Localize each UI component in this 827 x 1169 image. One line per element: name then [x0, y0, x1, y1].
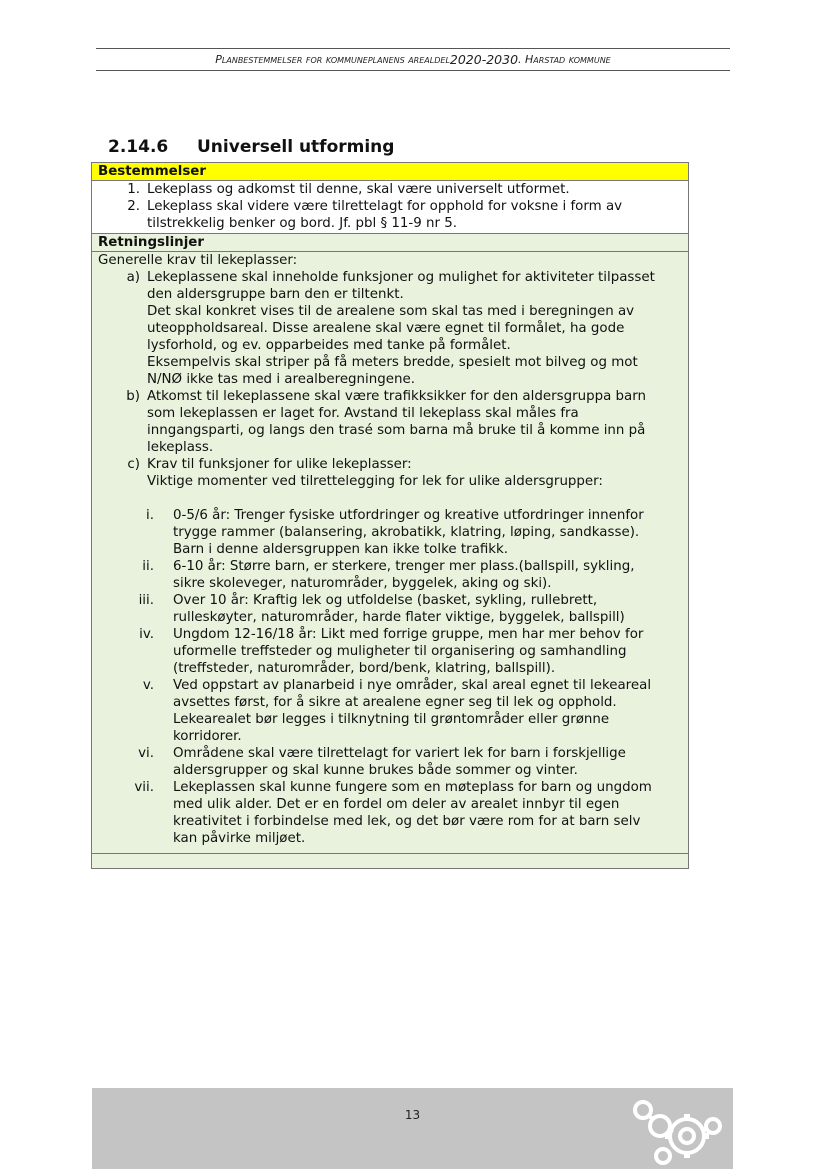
text-line: lekeplass.	[147, 440, 214, 455]
text-line: 6-10 år: Større barn, er sterkere, trenger mer plass.(ballspill, sykling,	[173, 559, 635, 574]
text-line: Atkomst til lekeplassene skal være trafikksikker for den aldersgruppa barn	[147, 389, 646, 404]
text-line: Eksempelvis skal striper på få meters bredde, spesielt mot bilveg og mot	[147, 355, 638, 370]
list-marker: a)	[126, 270, 140, 285]
list-marker: iv.	[139, 627, 154, 642]
age-group-list	[98, 507, 684, 847]
list-marker: ii.	[142, 559, 154, 574]
header-title-years: 2020-2030	[449, 52, 519, 67]
text-line: N/NØ ikke tas med i arealberegningene.	[147, 372, 415, 387]
text-line: Barn i denne aldersgruppen kan ikke tolke trafikk.	[173, 542, 509, 557]
list-marker: vi.	[138, 746, 154, 761]
text-line: med ulik alder. Det er en fordel om deler av arealet innbyr til egen	[173, 797, 620, 812]
retningslinje-item	[98, 269, 684, 388]
age-group-item	[98, 779, 684, 847]
list-text	[173, 745, 684, 779]
text-line: 0-5/6 år: Trenger fysiske utfordringer og kreative utfordringer innenfor	[173, 508, 644, 523]
text-line: kan påvirke miljøet.	[173, 831, 306, 846]
retningslinje-item	[98, 388, 684, 456]
text-line: (treffsteder, naturområder, bord/benk, klatring, ballspill).	[173, 661, 556, 676]
list-marker: 2.	[127, 199, 140, 214]
list-text	[147, 388, 684, 456]
text-line: som lekeplassen er laget for. Avstand til lekeplass skal måles fra	[147, 406, 579, 421]
retningslinjer-intro: Generelle krav til lekeplasser:	[98, 253, 298, 268]
text-line: lysforhold, og ev. opparbeides med tanke på formålet.	[147, 338, 511, 353]
age-group-item	[98, 592, 684, 626]
list-text	[173, 677, 684, 745]
bestemmelse-item	[98, 181, 684, 198]
text-line: Lekeplassen skal kunne fungere som en møteplass for barn og ungdom	[173, 780, 652, 795]
text-line: Lekeplassene skal inneholde funksjoner og mulighet for aktiviteter tilpasset	[147, 270, 655, 285]
text-line: tilstrekkelig benker og bord. Jf. pbl § 11-9 nr 5.	[147, 216, 458, 231]
text-line: Lekeplass og adkomst til denne, skal være universelt utformet.	[147, 182, 570, 197]
text-line: rulleskøyter, naturområder, harde flater viktige, byggelek, ballspill)	[173, 610, 625, 625]
text-line: Det skal konkret vises til de arealene som skal tas med i beregningen av	[147, 304, 635, 319]
gears-logo-icon	[625, 1090, 725, 1168]
list-text	[173, 507, 684, 558]
list-text	[173, 592, 684, 626]
text-line: Ved oppstart av planarbeid i nye områder, skal areal egnet til lekeareal	[173, 678, 652, 693]
retningslinjer-body	[92, 252, 688, 853]
list-text	[173, 626, 684, 677]
list-marker: b)	[126, 389, 140, 404]
text-line: Ungdom 12-16/18 år: Likt med forrige gruppe, men har mer behov for	[173, 627, 644, 642]
age-group-item	[98, 558, 684, 592]
provisions-table	[91, 162, 689, 869]
text-line: inngangsparti, og langs den trasé som barna må bruke til å komme inn på	[147, 423, 646, 438]
text-line: aldersgrupper og skal kunne brukes både sommer og vinter.	[173, 763, 578, 778]
text-line: uformelle treffsteder og muligheter til organisering og samhandling	[173, 644, 627, 659]
age-group-item	[98, 745, 684, 779]
text-line: Krav til funksjoner for ulike lekeplasser:	[147, 457, 412, 472]
list-marker: v.	[142, 678, 154, 693]
header-title-post: . Harstad kommune	[518, 53, 611, 66]
text-line: avsettes først, for å sikre at arealene egner seg til lek og opphold.	[173, 695, 617, 710]
text-line: Viktige momenter ved tilrettelegging for lek for ulike aldersgrupper:	[147, 474, 603, 489]
age-group-item	[98, 626, 684, 677]
text-line: sikre skoleveger, naturområder, byggelek, aking og ski).	[173, 576, 552, 591]
age-group-item	[98, 677, 684, 745]
list-marker: i.	[146, 508, 154, 523]
bestemmelse-item	[98, 198, 684, 232]
section-heading	[108, 137, 394, 157]
list-text	[147, 198, 684, 232]
text-line: Over 10 år: Kraftig lek og utfoldelse (basket, sykling, rullebrett,	[173, 593, 598, 608]
list-marker: vii.	[134, 780, 154, 795]
page-footer	[92, 1088, 733, 1169]
list-text	[147, 269, 684, 388]
page-number: 13	[404, 1108, 421, 1122]
bestemmelser-heading: Bestemmelser	[92, 163, 688, 181]
text-line: den aldersgruppe barn den er tiltenkt.	[147, 287, 404, 302]
retningslinje-item	[98, 456, 684, 490]
section-title-text: Universell utforming	[197, 137, 395, 157]
text-line: Områdene skal være tilrettelagt for variert lek for barn i forskjellige	[173, 746, 626, 761]
running-header	[96, 48, 730, 71]
text-line: Lekearealet bør legges i tilknytning til grøntområder eller grønne	[173, 712, 610, 727]
text-line: trygge rammer (balansering, akrobatikk, klatring, løping, sandkasse).	[173, 525, 640, 540]
list-text	[147, 181, 684, 198]
text-line: Lekeplass skal videre være tilrettelagt for opphold for voksne i form av	[147, 199, 623, 214]
bestemmelser-list	[92, 181, 688, 233]
list-marker: 1.	[127, 182, 140, 197]
text-line: korridorer.	[173, 729, 242, 744]
age-group-item	[98, 507, 684, 558]
list-text	[173, 779, 684, 847]
retningslinjer-heading: Retningslinjer	[92, 233, 688, 252]
list-spacer	[98, 490, 684, 507]
list-text	[147, 456, 684, 490]
header-title-pre: Planbestemmelser for kommuneplanens arealdel	[215, 53, 450, 66]
list-marker: c)	[127, 457, 140, 472]
text-line: kreativitet i forbindelse med lek, og det bør være rom for at barn selv	[173, 814, 641, 829]
list-marker: iii.	[138, 593, 154, 608]
section-number: 2.14.6	[108, 137, 169, 157]
retningslinjer-list	[98, 269, 684, 490]
table-bottom-row	[92, 853, 688, 868]
list-text	[173, 558, 684, 592]
text-line: uteoppholdsareal. Disse arealene skal være egnet til formålet, ha gode	[147, 321, 625, 336]
